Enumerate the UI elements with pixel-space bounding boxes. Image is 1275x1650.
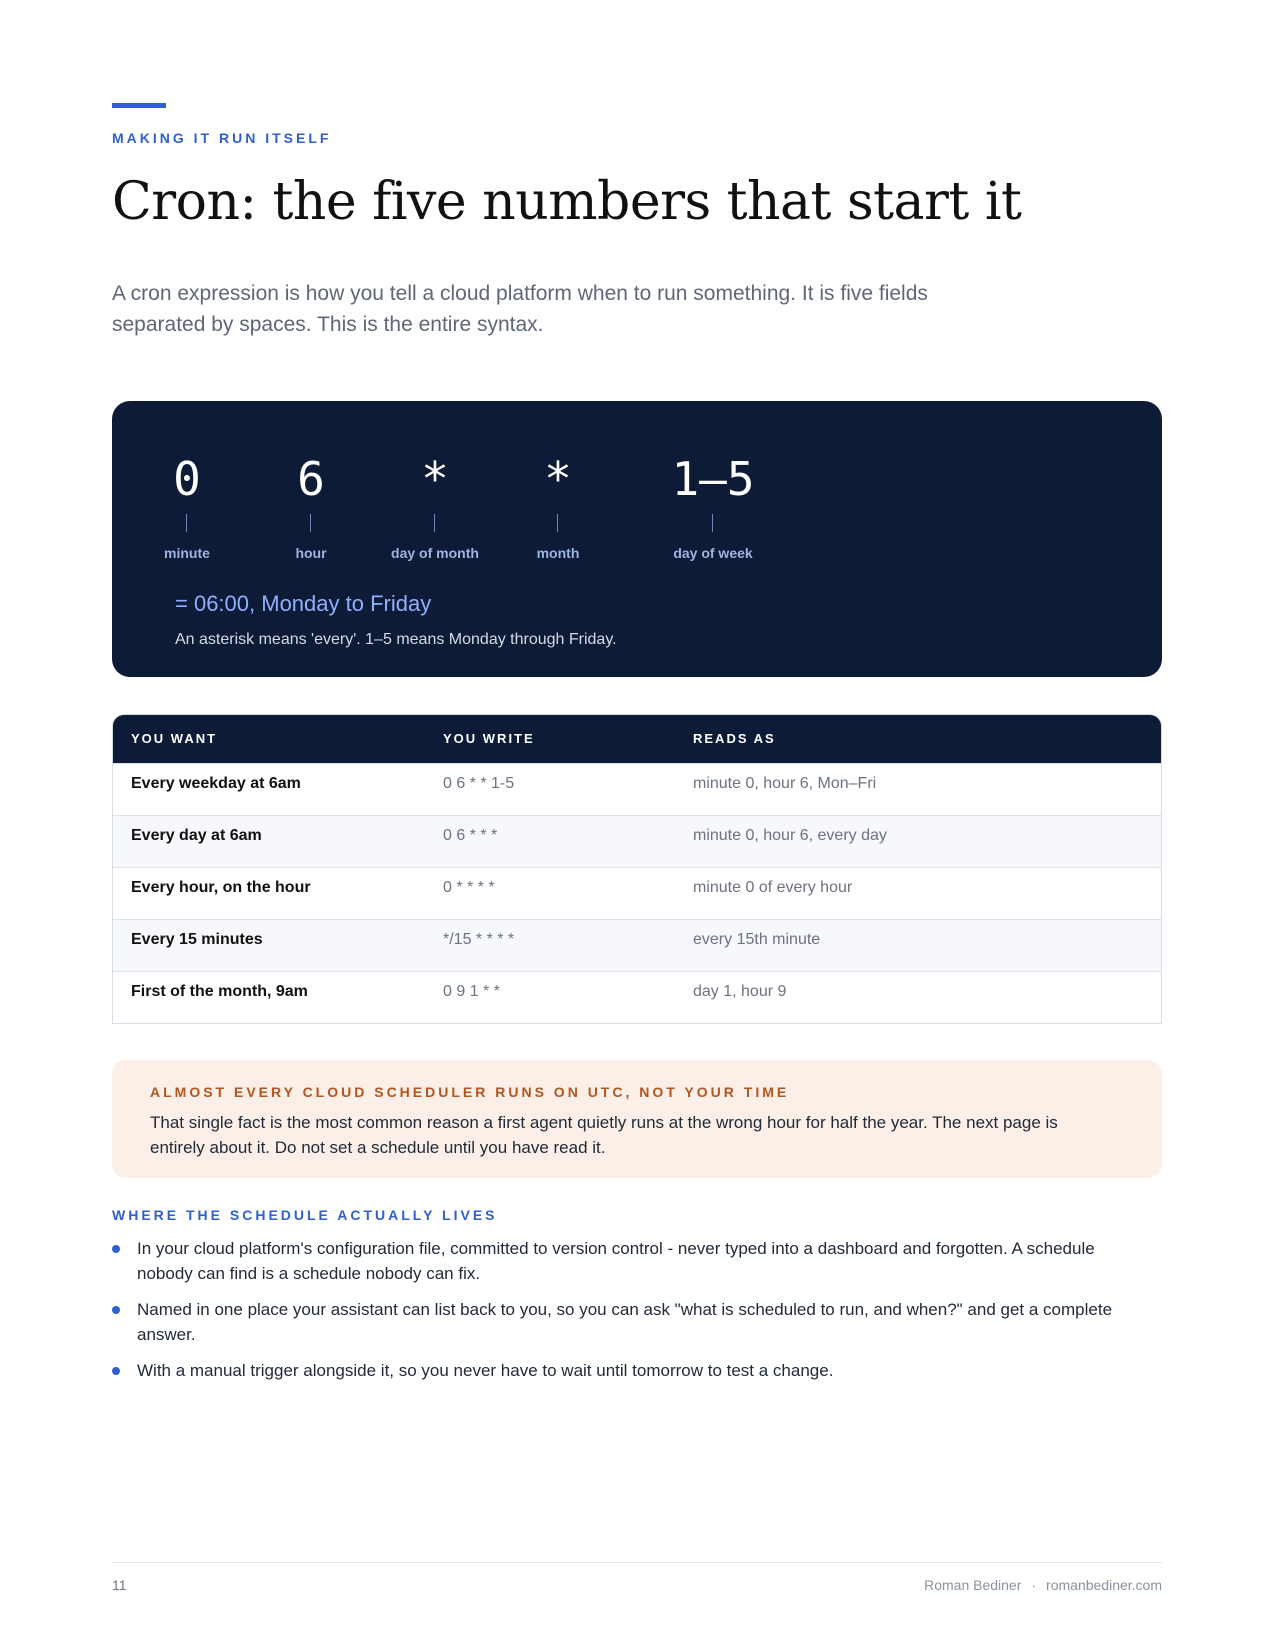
cron-field-label: month — [536, 545, 580, 561]
cron-expression-card — [112, 401, 1162, 677]
page-title: Cron: the five numbers that start it — [112, 172, 1022, 232]
cron-examples-table — [112, 714, 1162, 1024]
cell-you-want: Every 15 minutes — [131, 931, 263, 948]
bullet-dot-icon — [112, 1245, 120, 1253]
cell-you-want: Every weekday at 6am — [131, 775, 301, 792]
cell-you-write: 0 * * * * — [443, 879, 495, 896]
list-item — [112, 1236, 1122, 1286]
cron-field-value: * — [421, 452, 449, 506]
cron-field-tick — [434, 514, 435, 532]
utc-warning-callout — [112, 1060, 1162, 1178]
list-item-text: With a manual trigger alongside it, so you never have to wait until tomorrow to test a change. — [137, 1361, 834, 1380]
list-item — [112, 1358, 1122, 1383]
cron-field-value: 0 — [173, 452, 201, 506]
cell-you-want: First of the month, 9am — [131, 983, 308, 1000]
callout-text: That single fact is the most common reason a first agent quietly runs at the wrong hour for half the year. The next page is entirely about it. Do not set a schedule until you have read it. — [150, 1113, 1058, 1157]
table-row — [113, 971, 1161, 1023]
cell-reads-as: minute 0, hour 6, every day — [693, 827, 887, 844]
column-header-you-write: YOU WRITE — [443, 731, 535, 746]
cell-reads-as: every 15th minute — [693, 931, 821, 948]
table-row — [113, 815, 1161, 867]
list-item-text: In your cloud platform's configuration file, committed to version control - never typed into a dashboard and forgotten. A schedule nobody can find is a schedule nobody can fix. — [137, 1239, 1095, 1283]
cron-field-tick — [557, 514, 558, 532]
cron-field-label: hour — [295, 545, 327, 561]
list-item-text: Named in one place your assistant can list back to you, so you can ask "what is scheduled to run, and when?" and get a complete answer. — [137, 1300, 1113, 1344]
accent-bar — [112, 103, 166, 108]
footer-site-link[interactable]: romanbediner.com — [1046, 1577, 1162, 1593]
cell-reads-as: day 1, hour 9 — [693, 983, 787, 1000]
cell-you-want: Every day at 6am — [131, 827, 262, 844]
bullet-dot-icon — [112, 1367, 120, 1375]
cron-result: = 06:00, Monday to Friday — [175, 591, 432, 616]
table-row — [113, 763, 1161, 815]
cell-you-write: */15 * * * * — [443, 931, 515, 948]
schedule-section-title: WHERE THE SCHEDULE ACTUALLY LIVES — [112, 1207, 498, 1223]
table-row — [113, 867, 1161, 919]
cron-field-label: minute — [164, 545, 210, 561]
cell-you-write: 0 6 * * * — [443, 827, 498, 844]
document-page — [112, 0, 1162, 1650]
cron-note: An asterisk means 'every'. 1–5 means Monday through Friday. — [175, 631, 617, 648]
cron-field-tick — [186, 514, 187, 532]
cron-field-value: 1–5 — [671, 452, 755, 506]
footer-separator: · — [1031, 1577, 1037, 1593]
table-row — [113, 919, 1161, 971]
schedule-bullet-list — [112, 1236, 1122, 1394]
section-eyebrow: MAKING IT RUN ITSELF — [112, 130, 332, 146]
callout-title: ALMOST EVERY CLOUD SCHEDULER RUNS ON UTC, NOT YOUR TIME — [150, 1084, 790, 1100]
footer-credit — [924, 1577, 1162, 1593]
cron-field-value: 6 — [297, 452, 325, 506]
page-number: 11 — [112, 1577, 127, 1593]
cell-reads-as: minute 0 of every hour — [693, 879, 853, 896]
column-header-you-want: YOU WANT — [131, 731, 218, 746]
cell-you-want: Every hour, on the hour — [131, 879, 311, 896]
cron-field-label: day of week — [673, 545, 753, 561]
list-item — [112, 1297, 1122, 1347]
cron-field-tick — [712, 514, 713, 532]
footer-divider — [112, 1562, 1162, 1563]
table-header — [113, 715, 1161, 763]
cron-field-value: * — [544, 452, 572, 506]
bullet-dot-icon — [112, 1306, 120, 1314]
column-header-reads-as: READS AS — [693, 731, 776, 746]
cron-field-label: day of month — [391, 545, 479, 561]
footer-author: Roman Bediner — [924, 1577, 1022, 1593]
cell-you-write: 0 9 1 * * — [443, 983, 500, 1000]
cron-field-tick — [310, 514, 311, 532]
cell-reads-as: minute 0, hour 6, Mon–Fri — [693, 775, 877, 792]
cell-you-write: 0 6 * * 1-5 — [443, 775, 515, 792]
lead-paragraph: A cron expression is how you tell a cloud platform when to run something. It is five fields separated by spaces. This is the entire syntax. — [112, 282, 928, 336]
